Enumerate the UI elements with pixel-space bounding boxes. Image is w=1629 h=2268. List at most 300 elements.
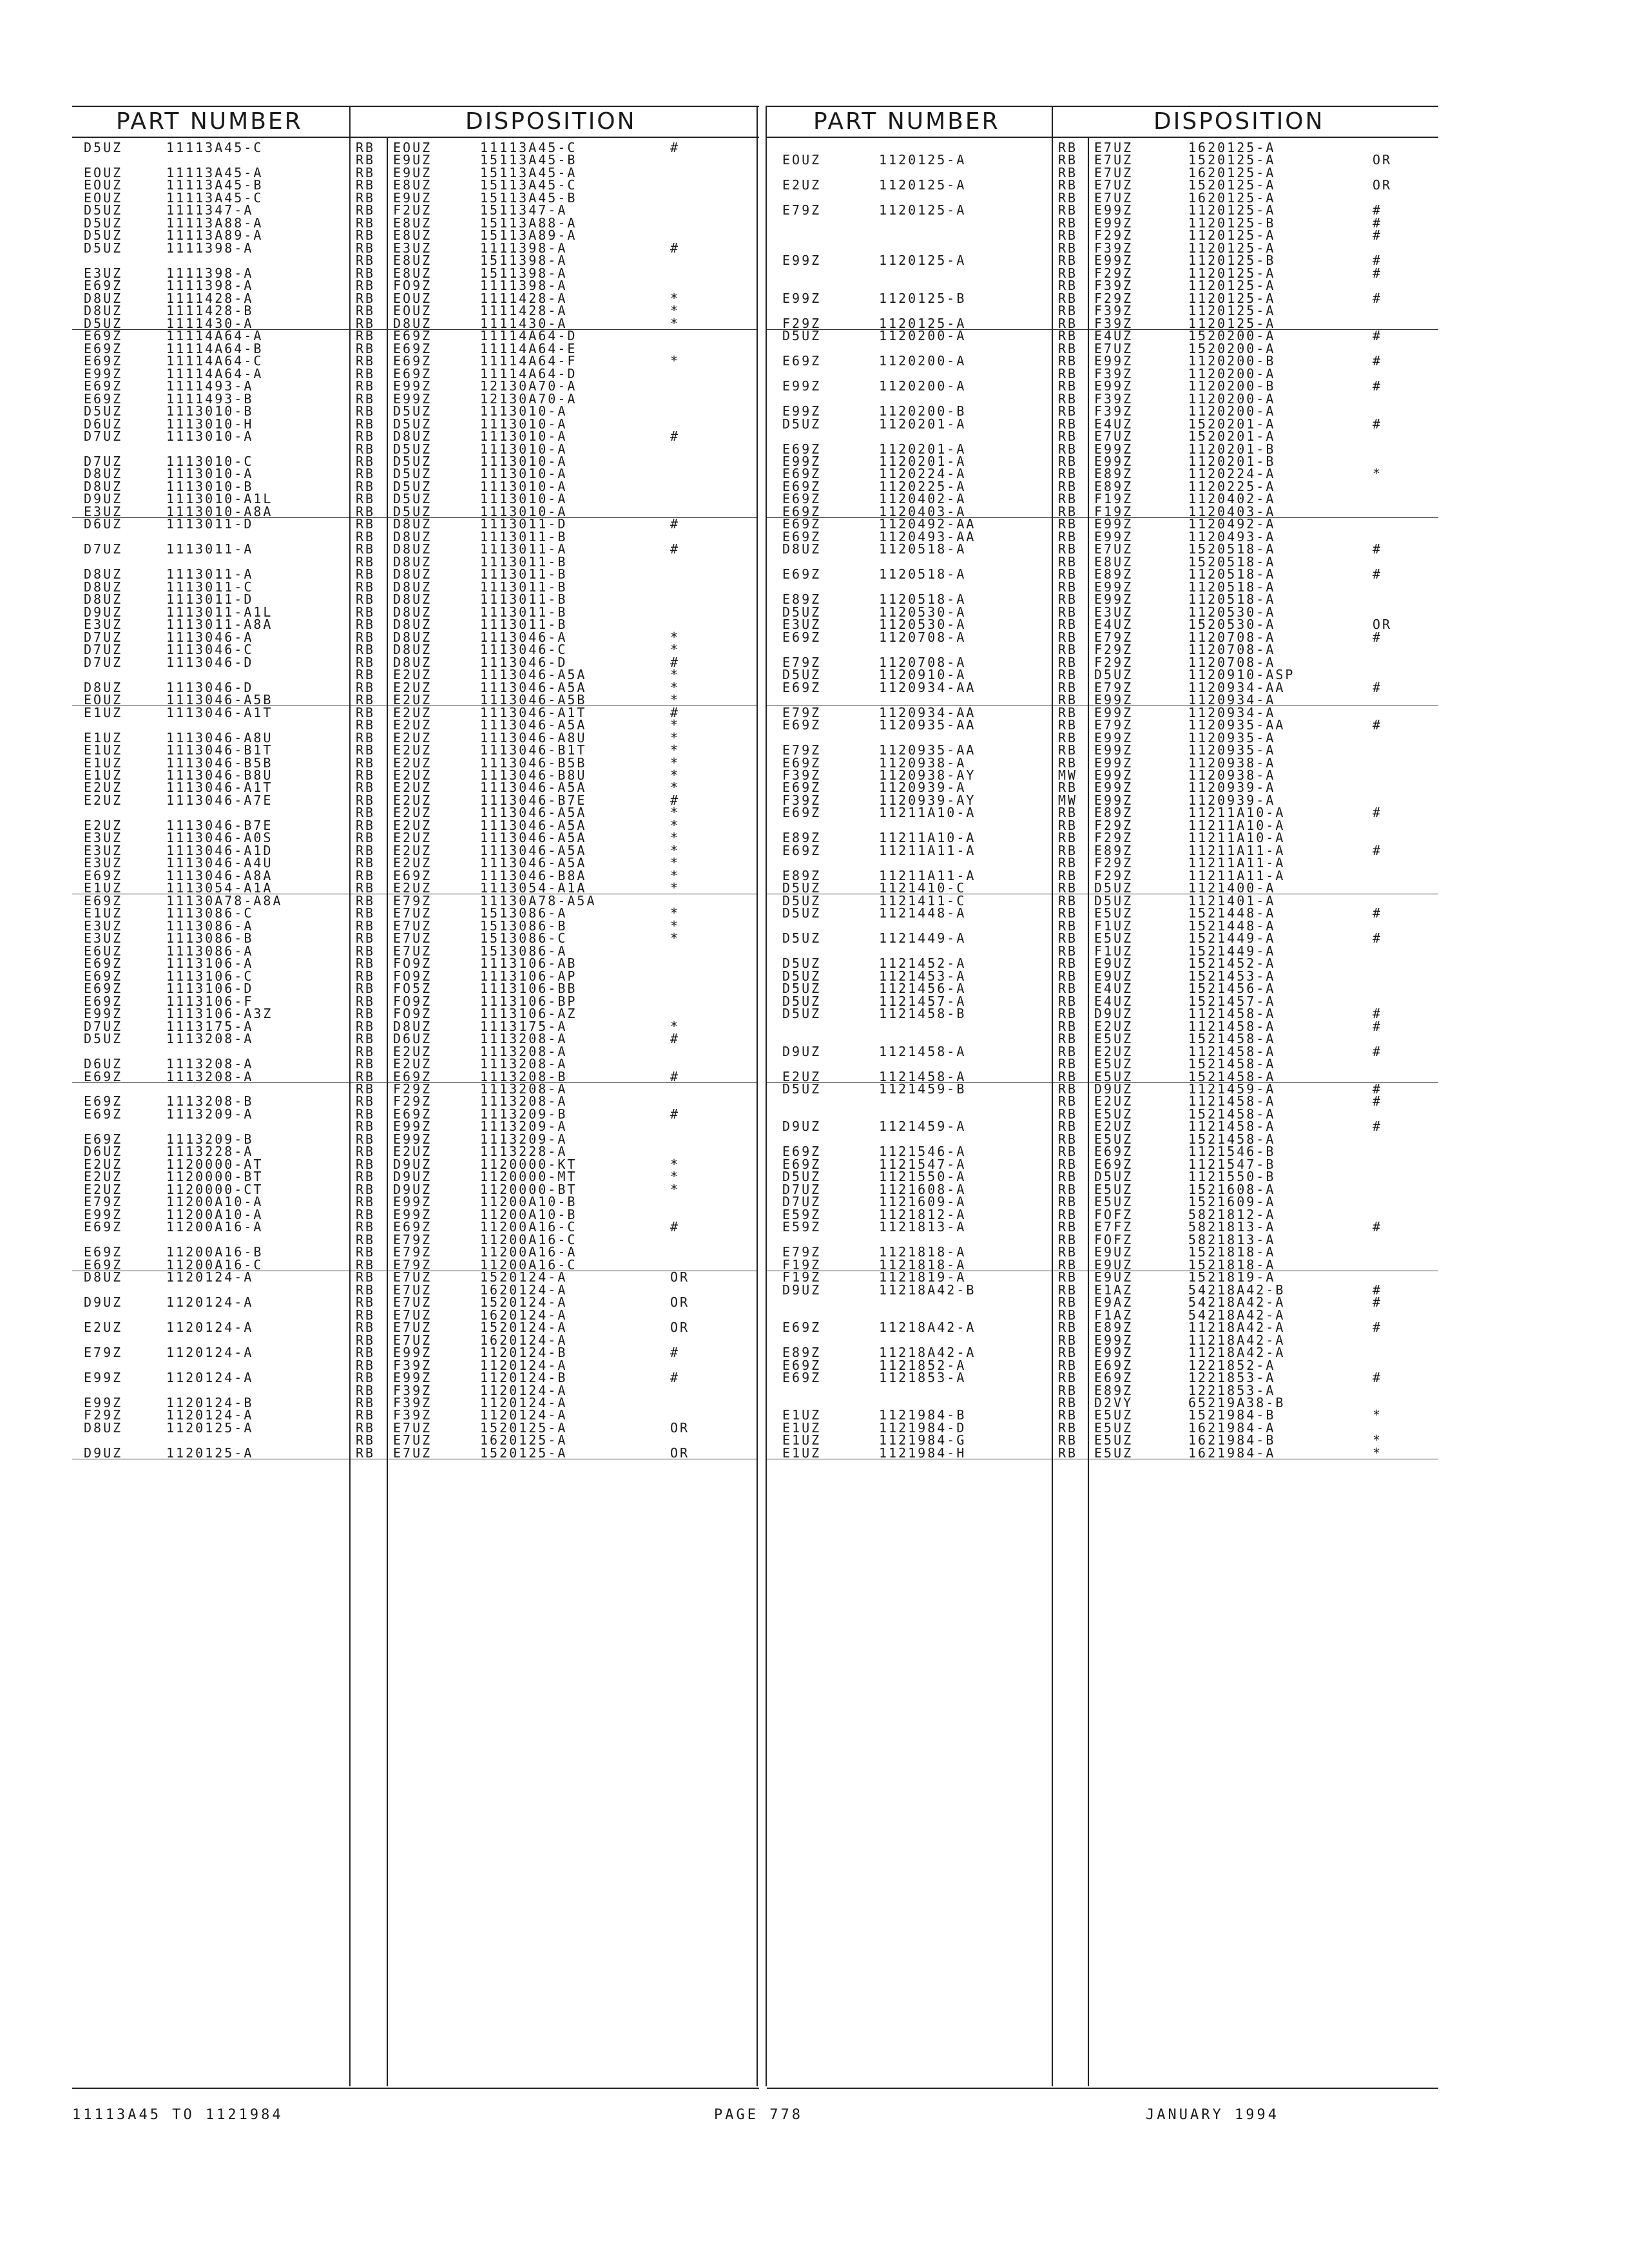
disposition-number: 5821813-A (1188, 1231, 1276, 1247)
disposition-number: 1120124-A (480, 1395, 568, 1410)
disposition-prefix: E2UZ (1094, 1119, 1133, 1135)
left-table-row (72, 1031, 757, 1047)
part-number: 11113A88-A (166, 215, 264, 231)
left-table-row (72, 930, 757, 947)
left-table-row (72, 892, 757, 908)
disposition-number: 1113046-A5A (480, 805, 587, 821)
disposition-flag: * (670, 930, 680, 947)
disposition-number: 1113208-B (480, 1068, 568, 1084)
disposition-prefix: FO9Z (393, 956, 432, 972)
disposition-flag: # (1373, 805, 1383, 821)
left-table-row (72, 1093, 757, 1110)
disposition-number: 1120000-BT (480, 1181, 577, 1197)
part-number: 1113175-A (166, 1018, 254, 1034)
disposition-prefix: E7UZ (393, 1294, 432, 1311)
part-number: 11113A89-A (166, 227, 264, 244)
part-prefix: D9UZ (84, 604, 123, 620)
part-number: 11113A45-A (166, 164, 264, 180)
left-table-row (72, 857, 757, 869)
part-number: 1120708-A (879, 629, 967, 645)
part-prefix: F39Z (782, 792, 822, 808)
disposition-prefix: E89Z (1094, 478, 1133, 494)
part-number: 1113010-A1L (166, 491, 273, 507)
right-table-row (767, 631, 1438, 643)
disposition-flag: * (670, 817, 680, 833)
part-prefix: F29Z (782, 315, 822, 331)
disposition-prefix: E99Z (1094, 528, 1133, 544)
disposition-code: RB (356, 855, 376, 871)
disposition-prefix: F29Z (1094, 817, 1133, 833)
part-number: 1113011-A1L (166, 604, 273, 620)
left-table-row (72, 1357, 757, 1373)
disposition-number: 11211A11-A (1188, 855, 1286, 871)
disposition-code: RB (356, 1131, 376, 1147)
part-number: 1121984-H (879, 1445, 967, 1461)
part-number: 1121449-A (879, 930, 967, 947)
disposition-number: 1521458-A (1188, 1131, 1276, 1147)
disposition-number: 1120492-A (1188, 516, 1276, 532)
disposition-number: 1120934-A (1188, 692, 1276, 708)
disposition-flag: * (670, 642, 680, 658)
disposition-number: 1120125-A (1188, 278, 1276, 294)
part-number: 1121818-A (879, 1244, 967, 1260)
right-table-row (767, 1093, 1438, 1110)
disposition-prefix: F29Z (1094, 867, 1133, 883)
disposition-number: 1113209-A (480, 1131, 568, 1147)
disposition-number: 1120910-ASP (1188, 667, 1295, 683)
disposition-prefix: E2UZ (393, 1043, 432, 1059)
right-table-row (767, 1320, 1438, 1336)
right-table-row (767, 581, 1438, 593)
disposition-code: RB (1058, 704, 1078, 720)
left-table-row (72, 466, 757, 482)
disposition-flag: # (670, 654, 680, 670)
disposition-number: 1520124-A (480, 1294, 568, 1311)
part-number: 1121608-A (879, 1181, 967, 1197)
disposition-number: 11211A11-A (1188, 867, 1286, 883)
part-number: 1120910-A (879, 667, 967, 683)
disposition-flag: * (1373, 1432, 1383, 1448)
part-number: 1120125-A (879, 202, 967, 218)
disposition-code: RB (356, 905, 376, 921)
disposition-prefix: E89Z (1094, 842, 1133, 858)
left-table-row (72, 867, 757, 883)
disposition-prefix: F29Z (1094, 654, 1133, 670)
part-prefix: D9UZ (782, 1043, 822, 1059)
disposition-code: RB (356, 553, 376, 570)
part-prefix: D6UZ (84, 1056, 123, 1072)
disposition-number: 15113A45-A (480, 164, 577, 180)
disposition-number: 1113046-A5A (480, 830, 587, 846)
left-table-row (72, 380, 757, 392)
disposition-number: 1121547-B (1188, 1156, 1276, 1172)
disposition-number: 11114A64-E (480, 340, 577, 356)
left-table-row (72, 204, 757, 216)
disposition-flag: # (670, 428, 680, 445)
part-number: 1121813-A (879, 1219, 967, 1235)
part-prefix: D8UZ (84, 591, 123, 608)
disposition-number: 1520518-A (1188, 541, 1276, 557)
part-number: 11218A42-B (879, 1282, 976, 1298)
disposition-flag: # (670, 1068, 680, 1084)
disposition-code: RB (1058, 1256, 1078, 1273)
left-table-row (72, 328, 757, 344)
part-prefix: D5UZ (782, 667, 822, 683)
disposition-number: 1113106-BP (480, 993, 577, 1009)
part-number: 1120939-A (879, 780, 967, 796)
disposition-number: 54218A42-A (1188, 1294, 1286, 1311)
disposition-code: RB (1058, 1131, 1078, 1147)
disposition-flag: # (1373, 1043, 1383, 1059)
disposition-prefix: E99Z (1094, 441, 1133, 457)
disposition-prefix: E7UZ (393, 943, 432, 959)
part-number: 1113046-A (166, 629, 254, 645)
disposition-prefix: E69Z (393, 353, 432, 369)
disposition-prefix: E89Z (1094, 1320, 1133, 1336)
part-prefix: E1UZ (84, 880, 123, 896)
part-number: 1121459-B (879, 1081, 967, 1097)
right-table-row (767, 242, 1438, 254)
disposition-code: RB (1058, 541, 1078, 557)
part-number: 1120125-A (879, 315, 967, 331)
right-table-row (767, 1370, 1438, 1386)
disposition-number: 1113046-A8U (480, 729, 587, 745)
disposition-code: RB (356, 328, 376, 344)
part-number: 1120518-A (879, 566, 967, 582)
disposition-flag: # (1373, 215, 1383, 231)
part-number: 11114A64-C (166, 353, 264, 369)
part-prefix: D8UZ (84, 1269, 123, 1285)
part-prefix: E69Z (782, 842, 822, 858)
part-number: 11211A11-A (879, 842, 976, 858)
part-number: 1121852-A (879, 1357, 967, 1373)
disposition-code: RB (1058, 729, 1078, 745)
part-prefix: D5UZ (782, 981, 822, 997)
disposition-code: RB (1058, 930, 1078, 947)
part-prefix: E69Z (782, 503, 822, 519)
disposition-code: RB (1058, 1407, 1078, 1423)
part-number: 1120225-A (879, 478, 967, 494)
right-table-row (767, 1031, 1438, 1047)
right-table-row (767, 217, 1438, 229)
disposition-prefix: E79Z (393, 1244, 432, 1260)
disposition-flag: # (1373, 1282, 1383, 1298)
part-prefix: E79Z (782, 202, 822, 218)
part-number: 1113046-B8U (166, 767, 273, 783)
part-prefix: D9UZ (782, 1119, 822, 1135)
disposition-code: RB (1058, 1056, 1078, 1072)
disposition-number: 1521448-A (1188, 918, 1276, 934)
disposition-prefix: E1AZ (1094, 1282, 1133, 1298)
part-number: 1121609-A (879, 1194, 967, 1210)
part-prefix: E69Z (84, 1256, 123, 1273)
left-table-row (72, 945, 757, 957)
part-number: 1113046-B7E (166, 817, 273, 833)
part-prefix: D5UZ (84, 140, 123, 155)
part-number: 1121819-A (879, 1269, 967, 1285)
disposition-code: RB (1058, 1432, 1078, 1448)
part-prefix: D6UZ (84, 516, 123, 532)
disposition-prefix: D8UZ (393, 591, 432, 608)
disposition-flag: # (1373, 353, 1383, 369)
disposition-number: 1520200-A (1188, 340, 1276, 356)
disposition-number: 1520201-A (1188, 416, 1276, 432)
disposition-code: RB (356, 1419, 376, 1436)
disposition-code: RB (356, 1332, 376, 1348)
right-table-row (767, 892, 1438, 908)
disposition-code: RB (356, 177, 376, 193)
disposition-prefix: D8UZ (393, 516, 432, 532)
disposition-code: RB (356, 918, 376, 934)
disposition-code: RB (356, 1006, 376, 1022)
disposition-prefix: F19Z (1094, 503, 1133, 519)
disposition-number: 1513086-A (480, 905, 568, 921)
left-table-row (72, 179, 757, 191)
part-number: 1121984-B (879, 1407, 967, 1423)
part-prefix: E3UZ (84, 265, 123, 281)
disposition-prefix: E7UZ (1094, 428, 1133, 445)
disposition-number: 1113046-C (480, 642, 568, 658)
disposition-code: RB (1058, 1068, 1078, 1084)
disposition-prefix: D5UZ (393, 454, 432, 469)
disposition-flag: # (1373, 253, 1383, 269)
disposition-prefix: F39Z (1094, 365, 1133, 381)
right-table-row (767, 179, 1438, 191)
left-table-row (72, 278, 757, 294)
right-table-row (767, 154, 1438, 166)
disposition-code: RB (356, 1256, 376, 1273)
part-prefix: E2UZ (782, 177, 822, 193)
left-table-row (72, 418, 757, 430)
disposition-code: RB (356, 767, 376, 783)
disposition-code: RB (1058, 164, 1078, 180)
left-table-row (72, 830, 757, 846)
part-number: 1120224-A (879, 466, 967, 482)
part-number: 1121458-B (879, 1006, 967, 1022)
disposition-number: 1120125-A (1188, 290, 1276, 306)
disposition-flag: # (1373, 1119, 1383, 1135)
left-table-row (72, 1006, 757, 1022)
disposition-number: 1113010-A (480, 454, 568, 469)
part-number: 1120935-AA (879, 717, 976, 733)
disposition-code: RB (356, 1031, 376, 1047)
disposition-prefix: E7UZ (393, 1432, 432, 1448)
disposition-code: RB (356, 1056, 376, 1072)
part-prefix: D5UZ (84, 202, 123, 218)
right-table-row (767, 805, 1438, 821)
disposition-flag: # (1373, 1219, 1383, 1235)
part-prefix: D8UZ (84, 303, 123, 319)
right-disposition-header: DISPOSITION (1153, 108, 1325, 135)
part-prefix: D6UZ (84, 1144, 123, 1160)
left-table-row (72, 1434, 757, 1446)
disposition-code: RB (1058, 253, 1078, 269)
disposition-flag: OR (1373, 617, 1393, 633)
part-prefix: E89Z (782, 830, 822, 846)
disposition-prefix: F29Z (1094, 265, 1133, 281)
part-number: 1120935-AA (879, 742, 976, 758)
disposition-prefix: E79Z (1094, 629, 1133, 645)
disposition-code: RB (356, 943, 376, 959)
right-table-row (767, 1345, 1438, 1361)
disposition-number: 1113011-B (480, 528, 568, 544)
disposition-code: RB (356, 892, 376, 908)
part-number: 1113011-C (166, 579, 254, 595)
disposition-number: 1521448-A (1188, 905, 1276, 921)
right-top-rule (767, 106, 1438, 107)
part-number: 1113054-A1A (166, 880, 273, 896)
part-prefix: E3UZ (84, 503, 123, 519)
part-number: 1113209-A (166, 1106, 254, 1122)
disposition-number: 1120708-A (1188, 642, 1276, 658)
right-table-row (767, 1284, 1438, 1296)
left-disposition-header: DISPOSITION (465, 108, 637, 135)
part-prefix: D8UZ (84, 566, 123, 582)
part-number: 1121984-D (879, 1419, 967, 1436)
right-table-row (767, 405, 1438, 417)
disposition-number: 1113046-A5B (480, 692, 587, 708)
part-number: 1111398-A (166, 265, 254, 281)
disposition-code: RB (1058, 454, 1078, 469)
right-table-row (767, 428, 1438, 445)
disposition-prefix: F39Z (1094, 403, 1133, 419)
disposition-number: 1113208-A (480, 1056, 568, 1072)
disposition-code: RB (1058, 591, 1078, 608)
disposition-prefix: E99Z (1094, 767, 1133, 783)
disposition-prefix: D2VY (1094, 1395, 1133, 1410)
part-prefix: E1UZ (84, 905, 123, 921)
part-prefix: EOUZ (84, 177, 123, 193)
right-table-row (767, 456, 1438, 467)
disposition-prefix: E7UZ (393, 918, 432, 934)
disposition-prefix: F29Z (1094, 830, 1133, 846)
disposition-prefix: F39Z (393, 1395, 432, 1410)
left-table-row (72, 142, 757, 153)
disposition-flag: * (1373, 1445, 1383, 1461)
disposition-prefix: E7UZ (393, 1282, 432, 1298)
part-number: 1121984-G (879, 1432, 967, 1448)
disposition-prefix: D8UZ (393, 315, 432, 331)
part-number: 1121411-C (879, 892, 967, 908)
disposition-number: 1113209-B (480, 1106, 568, 1122)
disposition-number: 1113011-D (480, 516, 568, 532)
part-prefix: D8UZ (84, 290, 123, 306)
right-table-row (767, 981, 1438, 997)
disposition-flag: * (670, 729, 680, 745)
disposition-number: 1521458-A (1188, 1031, 1276, 1047)
disposition-flag: * (670, 629, 680, 645)
left-table-row (72, 1018, 757, 1034)
disposition-prefix: E5UZ (1094, 1194, 1133, 1210)
part-number: 11200A16-B (166, 1244, 264, 1260)
disposition-prefix: E2UZ (393, 880, 432, 896)
disposition-code: RB (1058, 830, 1078, 846)
part-prefix: E69Z (84, 1244, 123, 1260)
part-prefix: E69Z (84, 956, 123, 972)
part-prefix: F19Z (782, 1269, 822, 1285)
disposition-code: RB (356, 717, 376, 733)
disposition-prefix: FO9Z (393, 1006, 432, 1022)
right-table-row (767, 1397, 1438, 1408)
right-table-row (767, 1083, 1438, 1095)
disposition-flag: OR (670, 1445, 690, 1461)
disposition-code: RB (356, 817, 376, 833)
disposition-number: 1113046-A5A (480, 855, 587, 871)
part-prefix: E79Z (782, 742, 822, 758)
disposition-flag: # (1373, 1018, 1383, 1034)
disposition-code: RB (1058, 956, 1078, 972)
disposition-code: RB (1058, 278, 1078, 294)
disposition-code: RB (356, 654, 376, 670)
disposition-code: RB (1058, 390, 1078, 407)
part-prefix: E1UZ (782, 1419, 822, 1436)
right-table-row (767, 794, 1438, 806)
part-number: 1121853-A (879, 1370, 967, 1386)
disposition-code: RB (356, 579, 376, 595)
part-prefix: E99Z (84, 1395, 123, 1410)
disposition-flag: # (1373, 1320, 1383, 1336)
part-number: 1121459-A (879, 1119, 967, 1135)
left-table-row (72, 1169, 757, 1185)
disposition-flag: # (1373, 717, 1383, 733)
disposition-code: RB (1058, 140, 1078, 155)
part-prefix: F29Z (84, 1407, 123, 1423)
part-prefix: E6UZ (84, 943, 123, 959)
part-number: 1120125-A (879, 152, 967, 168)
disposition-code: RB (1058, 855, 1078, 871)
disposition-number: 15113A45-B (480, 152, 577, 168)
disposition-prefix: FO9Z (393, 278, 432, 294)
right-table-row (767, 606, 1438, 618)
part-number: 1113046-A4U (166, 855, 273, 871)
disposition-code: RB (1058, 867, 1078, 883)
disposition-prefix: E2UZ (393, 742, 432, 758)
disposition-prefix: E5UZ (1094, 1056, 1133, 1072)
part-number: 1121546-A (879, 1144, 967, 1160)
right-header-rule (767, 137, 1438, 138)
disposition-number: 11114A64-F (480, 353, 577, 369)
part-prefix: EOUZ (84, 164, 123, 180)
disposition-code: RB (1058, 441, 1078, 457)
left-top-rule (72, 106, 759, 107)
part-prefix: E3UZ (84, 930, 123, 947)
disposition-prefix: E7UZ (1094, 189, 1133, 206)
disposition-code: RB (356, 993, 376, 1009)
disposition-number: 12130A70-A (480, 378, 577, 394)
part-prefix: D9UZ (84, 1445, 123, 1461)
disposition-prefix: E89Z (1094, 805, 1133, 821)
right-table-row (767, 355, 1438, 367)
disposition-prefix: E5UZ (1094, 1068, 1133, 1084)
disposition-flag: # (1373, 679, 1383, 695)
disposition-prefix: F39Z (1094, 303, 1133, 319)
disposition-flag: # (670, 541, 680, 557)
left-table-row (72, 631, 757, 643)
disposition-code: RB (356, 378, 376, 394)
disposition-number: 1520124-A (480, 1320, 568, 1336)
left-table-row (72, 1284, 757, 1296)
disposition-code: RB (1058, 1382, 1078, 1398)
part-number: 1121457-A (879, 993, 967, 1009)
disposition-number: 1120939-A (1188, 792, 1276, 808)
part-prefix: E3UZ (84, 855, 123, 871)
disposition-prefix: E8UZ (393, 253, 432, 269)
part-prefix: E1UZ (84, 754, 123, 771)
disposition-code: RB (1058, 328, 1078, 344)
disposition-prefix: E89Z (1094, 566, 1133, 582)
disposition-number: 11200A16-A (480, 1244, 577, 1260)
disposition-prefix: F29Z (1094, 855, 1133, 871)
